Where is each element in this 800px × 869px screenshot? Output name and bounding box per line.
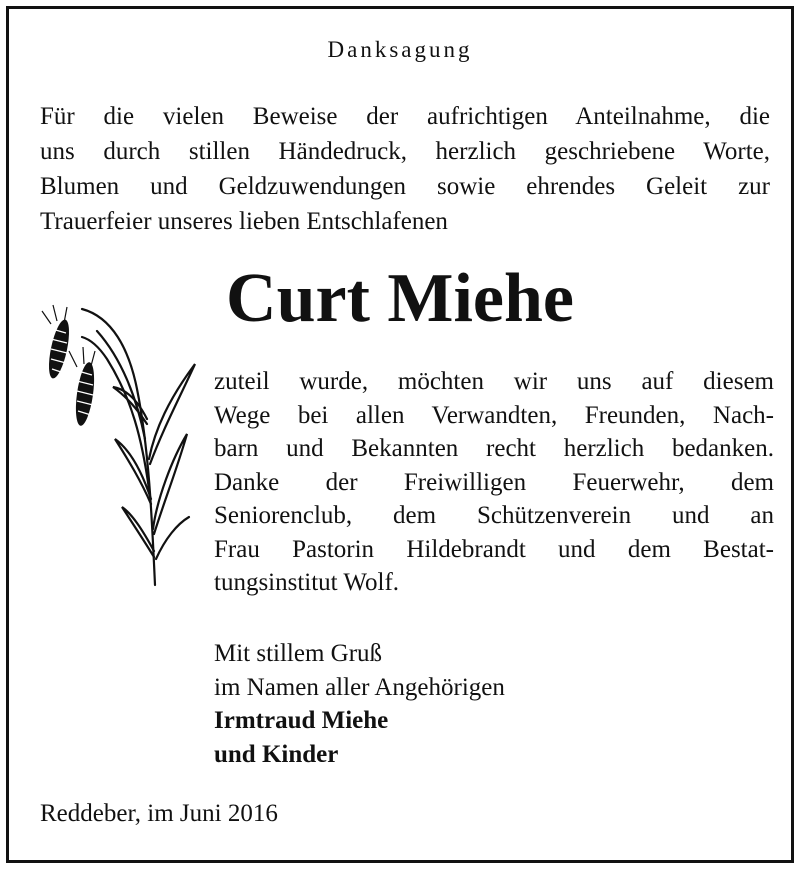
notice-frame xyxy=(6,6,794,863)
place-date: Reddeber, im Juni 2016 xyxy=(40,800,278,827)
notice-heading: Danksagung xyxy=(327,37,473,62)
intro-line: Für die vielen Beweise der aufrichtigen Anteilnahme, die xyxy=(40,103,770,130)
closing-on-behalf: im Namen aller Angehörigen xyxy=(214,673,505,701)
signer-family: und Kinder xyxy=(214,740,339,768)
closing-block xyxy=(214,637,774,771)
intro-line: uns durch stillen Händedruck, herzlich geschriebene Worte, xyxy=(40,138,770,165)
body-paragraph xyxy=(214,365,774,600)
wheat-stalk-icon xyxy=(37,289,207,589)
body-line: Wege bei allen Verwandten, Freunden, Nach- xyxy=(214,401,774,429)
signer-name: Irmtraud Miehe xyxy=(214,707,389,734)
intro-line: Blumen und Geldzuwendungen sowie ehrendes Geleit zur xyxy=(40,173,770,200)
deceased-name: Curt Miehe xyxy=(226,260,574,337)
body-line: Frau Pastorin Hildebrandt und dem Bestat- xyxy=(214,535,774,563)
body-line: zuteil wurde, möchten wir uns auf diesem xyxy=(214,368,774,395)
intro-line: Trauerfeier unseres lieben Entschlafenen xyxy=(40,208,448,235)
closing-greeting: Mit stillem Gruß xyxy=(214,640,383,667)
body-line: tungsinstitut Wolf. xyxy=(214,569,400,596)
body-line: Danke der Freiwilligen Feuerwehr, dem xyxy=(214,468,774,496)
body-line: Seniorenclub, dem Schützenverein und an xyxy=(214,502,774,529)
body-line: barn und Bekannten recht herzlich bedanken. xyxy=(214,435,774,462)
intro-paragraph xyxy=(40,99,770,239)
